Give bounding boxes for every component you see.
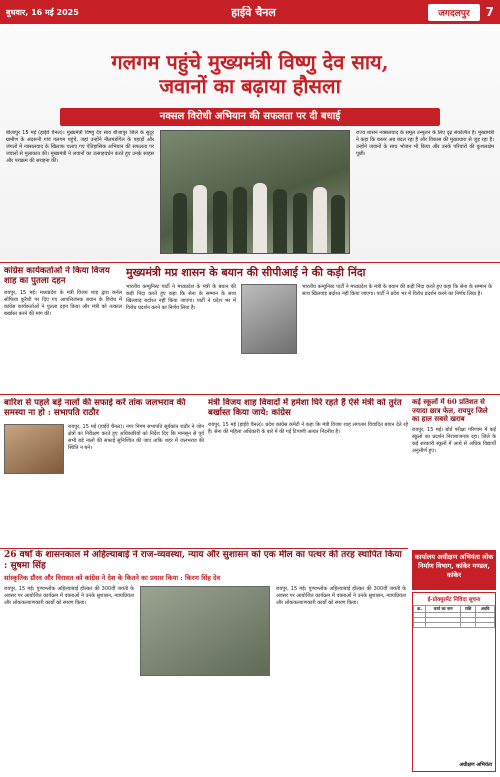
tender-notice [412, 592, 496, 772]
story-minister-body: रायपुर, 15 मई (हाईवे चैनल)। प्रदेश कांग्रेस कमेटी ने कहा कि मंत्री विजय शाह लगातार विवादित बयान देते रहे हैं। सेना की महिला अधिकारी के बारे में की गई टिप्पणी अत्यंत निंदनीय है। [208, 422, 408, 435]
tender-title: ई-प्रोक्युरमेंट निविदा सूचना [427, 597, 481, 603]
tender-col-header: क्र. [414, 606, 426, 613]
story-ahilyabai-body-2: रायपुर, 15 मई। पुण्यश्लोक अहिल्याबाई होल्कर की 300वीं जयंती के अवसर पर आयोजित कार्यक्रम में वक्ताओं ने उनके सुशासन, न्यायप्रियता और लोककल्याणकारी कार्यों को स्मरण किया। [276, 586, 406, 606]
tender-signature: अधीक्षण अभियंता [459, 762, 492, 768]
story-cpi [126, 266, 496, 392]
divider [0, 548, 408, 549]
story-cpi-headline: मुख्यमंत्री मप्र शासन के बयान की सीपीआई ने की कड़ी निंदा [126, 266, 366, 279]
story-drains-headline: बारिश से पहले बड़े नालों की सफाई करें तांक जलभराव की समस्या ना हो : सभापति राठौर [4, 398, 186, 418]
tender-table [413, 605, 495, 628]
story-minister-headline: मंत्री विजय शाह विवादों में हमेशा घिरे रहते हैं ऐसे मंत्री को तुरंत बर्खास्त किया जाये: कांग्रेस [208, 398, 402, 418]
lead-photo-soldiers [160, 130, 350, 254]
story-results-body: रायपुर, 15 मई। बोर्ड परीक्षा परिणाम में कई स्कूलों का प्रदर्शन निराशाजनक रहा। जिले के कई सरकारी स्कूलों में आधे से अधिक विद्यार्थी अनुत्तीर्ण हुए। [412, 426, 496, 454]
lead-col-right: राज्य शासन नक्सलवाद के समूल उन्मूलन के लिए दृढ़ संकल्पित है। मुख्यमंत्री ने कहा कि बस्तर अब बदल रहा है और विकास की मुख्यधारा से जुड़ रहा है। उन्होंने जवानों के साथ भोजन भी किया और उनके परिवारों की कुशलक्षेम पूछी। [356, 130, 494, 157]
lead-subhead: नक्सल विरोधी अभियान की सफलता पर दी बधाई [60, 108, 440, 126]
story-effigy [4, 266, 122, 392]
leader-portrait [241, 284, 297, 354]
story-results-headline: कई स्कूलों में 60 प्रतिशत से ज्यादा छात्र फेल, रायपुर जिले का हाल सबसे खराब [412, 398, 488, 423]
divider [0, 394, 500, 395]
story-minister [208, 398, 408, 546]
story-drains [4, 398, 204, 546]
story-cpi-body-2: भारतीय कम्युनिस्ट पार्टी ने मध्यप्रदेश के मंत्री के बयान की कड़ी निंदा करते हुए कहा कि सेना के सम्मान के साथ खिलवाड़ बर्दाश्त नहीं किया जाएगा। पार्टी ने प्रदेश भर में विरोध प्रदर्शन करने का निर्णय लिया है। [302, 284, 492, 297]
drain-inspection-photo [4, 424, 64, 474]
story-effigy-headline: कांग्रेस कार्यकर्ताओं ने किया विजय शाह का पुतला दहन [4, 266, 110, 286]
story-effigy-body: रायपुर, 15 मई। मध्यप्रदेश के मंत्री विजय शाह द्वारा कर्नल सोफिया कुरैशी पर दिए गए आपत्तिजनक बयान के विरोध में कांग्रेस कार्यकर्ताओं ने पुतला दहन किया और मंत्री को तत्काल बर्खास्त करने की मांग की। [4, 290, 122, 317]
story-cpi-body: भारतीय कम्युनिस्ट पार्टी ने मध्यप्रदेश के मंत्री के बयान की कड़ी निंदा करते हुए कहा कि सेना के सम्मान के साथ खिलवाड़ बर्दाश्त नहीं किया जाएगा। पार्टी ने प्रदेश भर में विरोध प्रदर्शन करने का निर्णय लिया है। [126, 284, 236, 311]
story-ahilyabai-headline: 26 वर्षों के शासनकाल में अहिल्याबाई ने राज-व्यवस्था, न्याय और सुशासन को एक मील का पत्थर की तरह स्थापित किया : सुषमा सिंह [4, 550, 402, 571]
issue-date: बुधवार, 16 मई 2025 [6, 7, 79, 17]
masthead-bar [0, 0, 500, 24]
divider [0, 262, 500, 263]
lead-headline [0, 50, 500, 98]
page-number: 7 [485, 5, 494, 19]
story-ahilyabai [4, 550, 408, 772]
lead-col-left: बीजापुर 15 मई (हाईवे चैनल)। मुख्यमंत्री विष्णु देव साय बीजापुर जिले के सुदूर ग्रामीण के अंदरूनी गांव गलगम पहुंचे, जहां उन्होंने नीलमडोंगेल के पहाड़ों और जंगलों में नक्सलवाद के खिलाफ चलाए गए ऐतिहासिक अभियान की सफलता पर जवानों से मुलाकात की। मुख्यमंत्री ने जवानों का उत्साहवर्धन करते हुए उनके साहस और पराक्रम की सराहना की। [6, 130, 154, 164]
story-ahilyabai-body: रायपुर, 15 मई। पुण्यश्लोक अहिल्याबाई होल्कर की 300वीं जयंती के अवसर पर आयोजित कार्यक्रम में वक्ताओं ने उनके सुशासन, न्यायप्रियता और लोककल्याणकारी कार्यों को स्मरण किया। [4, 586, 134, 606]
notice-office-header: कार्यालय अधीक्षण अभियंता लोक निर्माण विभाग, कांकेर मण्डल, कांकेर [412, 550, 496, 590]
lead-story [0, 24, 500, 260]
tender-col-header: अवधि [476, 606, 495, 613]
paper-name: हाईवे चैनल [231, 5, 276, 19]
event-photo [140, 586, 270, 676]
lead-headline-line2: जवानों का बढ़ाया हौसला [159, 74, 341, 98]
story-ahilyabai-subhead: सांस्कृतिक ग्रौरव और विरासत को कांग्रेस ने देश के कितने का प्रयास किया : किरण सिंह देव [4, 574, 221, 582]
story-drains-body: रायपुर, 15 मई (हाईवे चैनल)। नगर निगम सभापति सूर्यकांत राठौर ने जोन क्षेत्रों का निरीक्षण करते हुए अधिकारियों को निर्देश दिए कि मानसून से पूर्व सभी बड़े नालों की सफाई सुनिश्चित की जाए ताकि शहर में जलभराव की स्थिति न बने। [68, 424, 204, 451]
story-results [412, 398, 496, 546]
lead-headline-line1: गलगम पहुंचे मुख्यमंत्री विष्णु देव साय, [111, 50, 389, 74]
tender-col-header: राशि [461, 606, 476, 613]
tender-col-header: कार्य का नाम [426, 606, 461, 613]
city-tag: जगदलपुर [428, 4, 479, 21]
